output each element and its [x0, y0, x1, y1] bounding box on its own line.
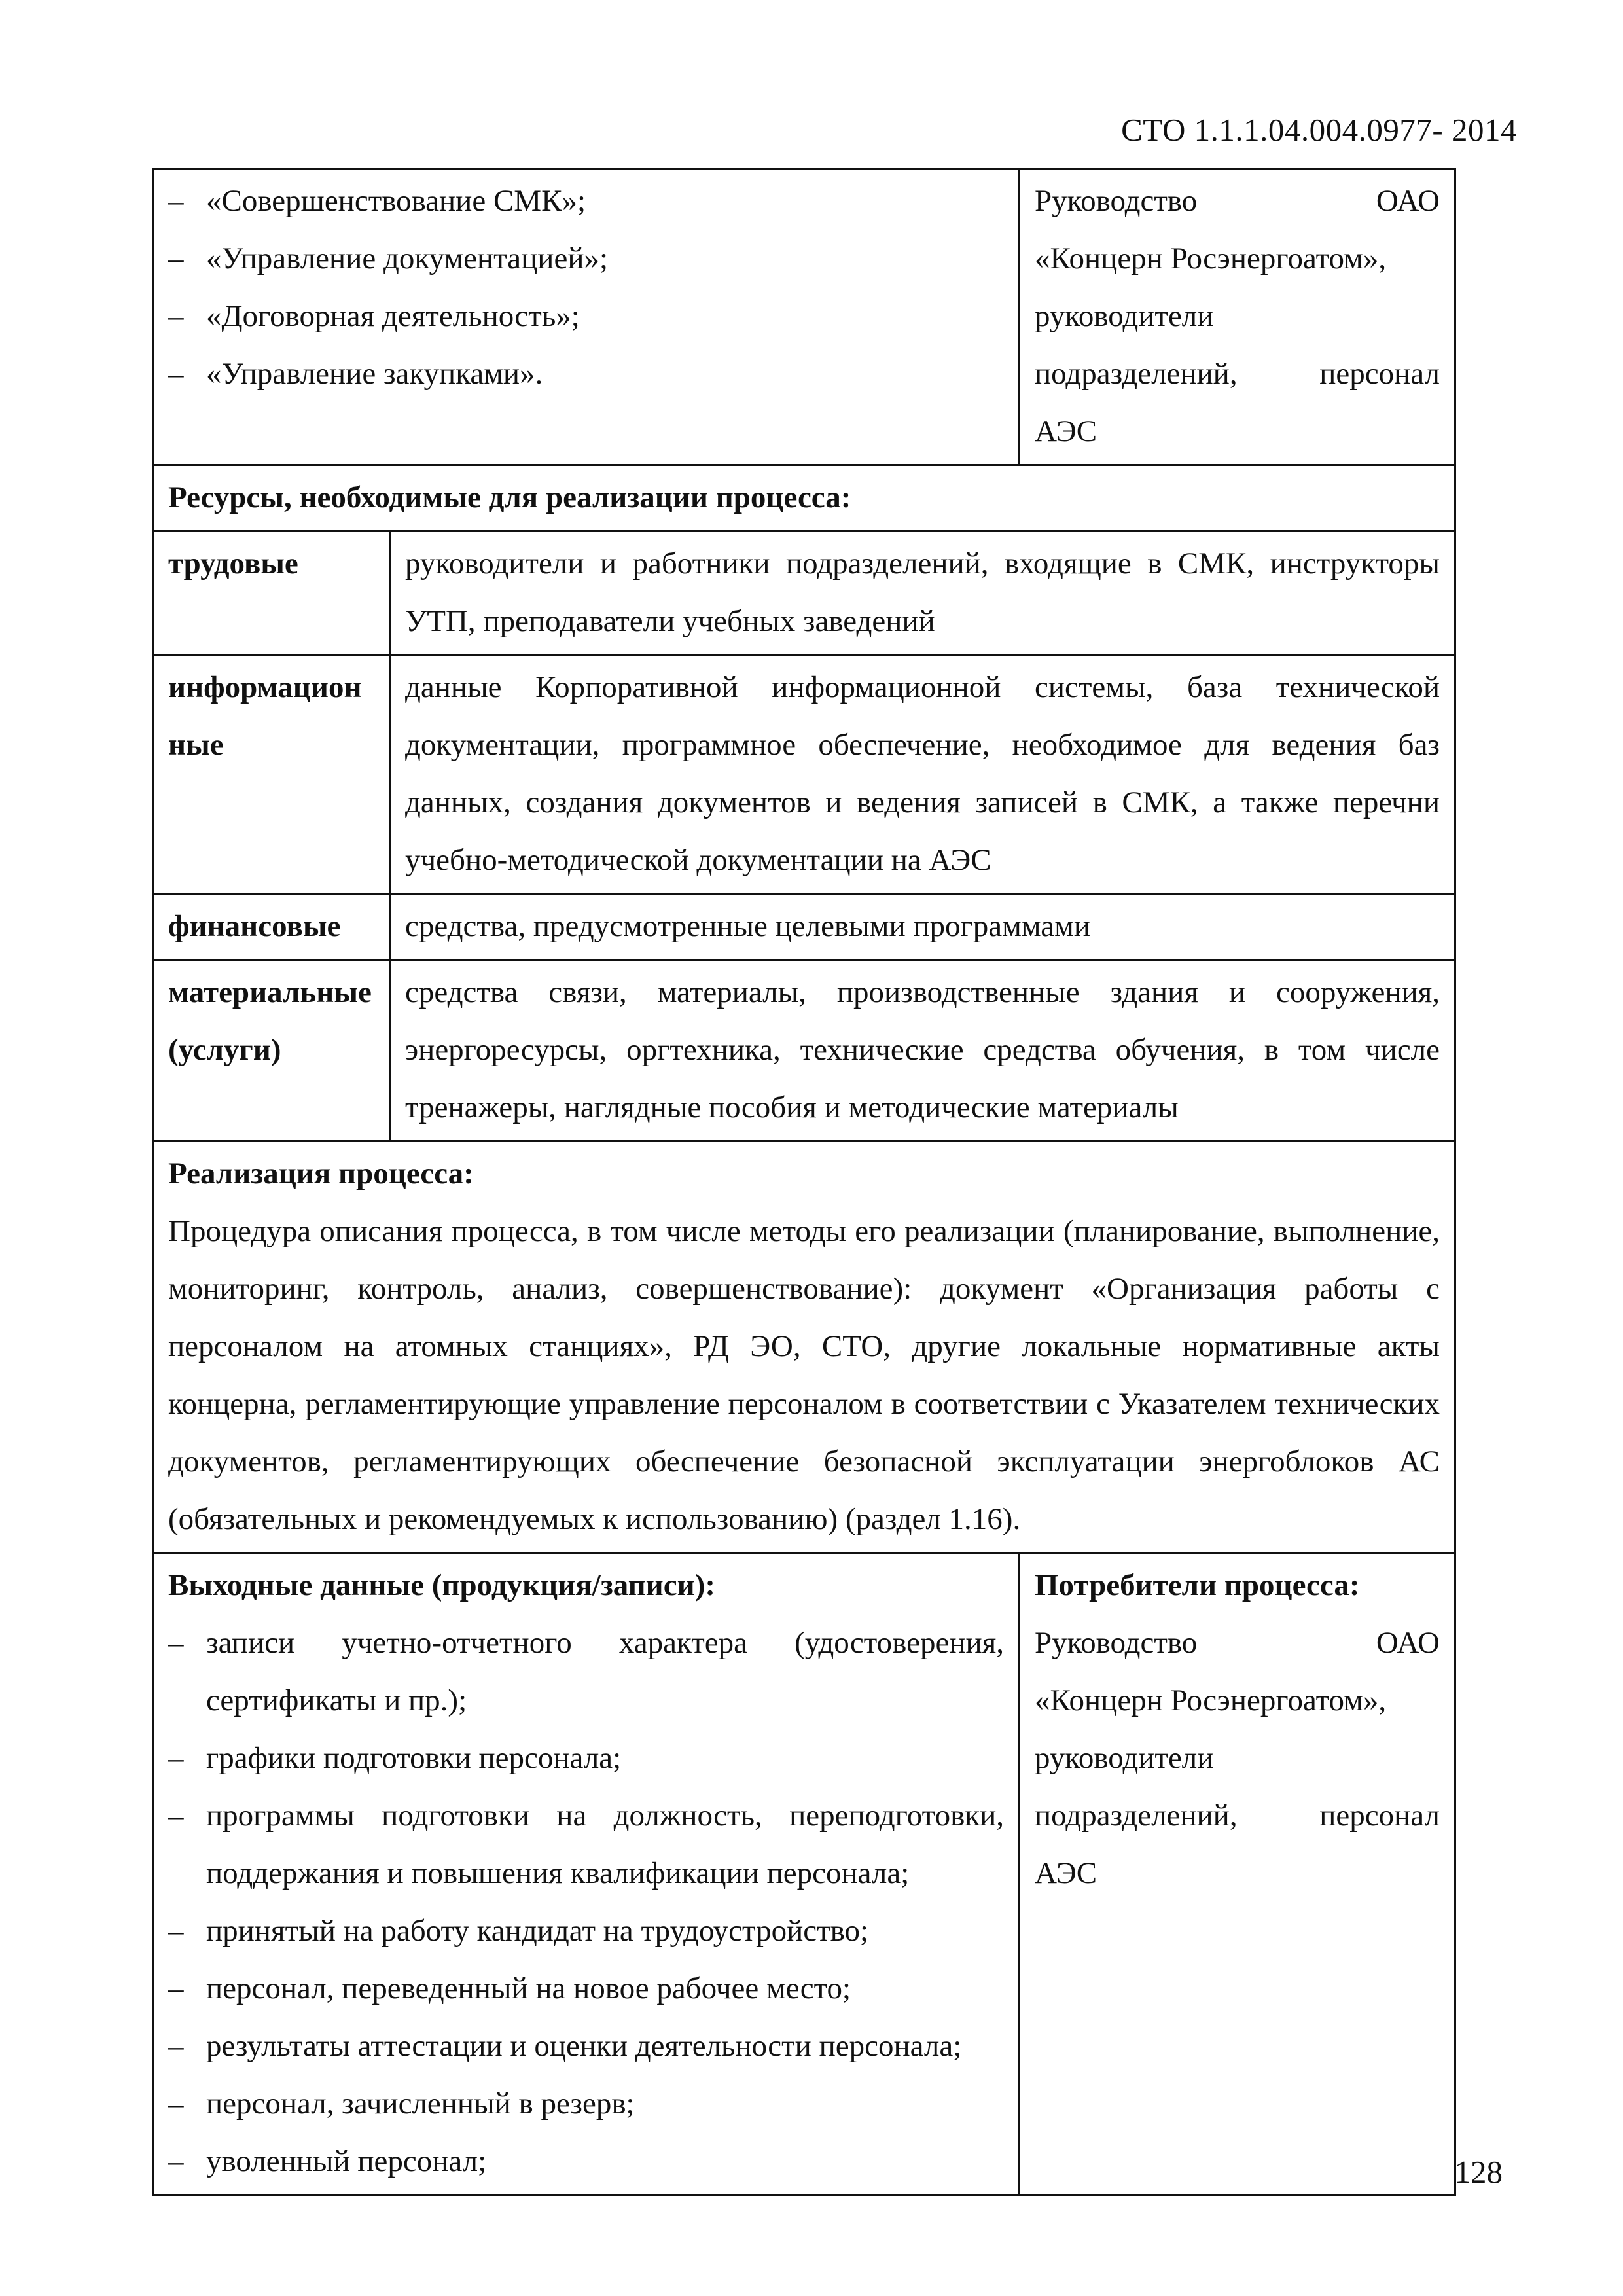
document-code: СТО 1.1.1.04.004.0977- 2014 — [1121, 112, 1517, 148]
resource-label: материальные (услуги) — [153, 960, 390, 1141]
outputs-row — [153, 1553, 1455, 2195]
suppliers-word: персонал — [1319, 357, 1440, 391]
list-item: – результаты аттестации и оценки деятельности персонала; — [168, 2017, 1004, 2075]
consumers-word: подразделений, — [1035, 1799, 1238, 1833]
list-item: – «Управление документацией»; — [168, 230, 1004, 287]
consumers-line — [1035, 1787, 1440, 1844]
list-item: – «Управление закупками». — [168, 345, 1004, 403]
resource-text: средства связи, материалы, производственные здания и сооружения, энергоресурсы, оргтехника, технические средства обучения, в том числе тренажеры, наглядные пособия и методические материалы — [390, 960, 1455, 1141]
suppliers-word: подразделений, — [1035, 357, 1238, 391]
consumers-line: «Концерн Росэнергоатом», — [1035, 1683, 1387, 1717]
resource-text: данные Корпоративной информационной системы, база технической документации, программное обеспечение, необходимое для ведения баз данных, создания документов и ведения записей в СМК, а также перечни учебно-методической документации на АЭС — [390, 655, 1455, 894]
consumers-heading: Потребители процесса: — [1035, 1568, 1360, 1602]
suppliers-line: руководители — [1035, 299, 1214, 333]
consumers-cell — [1020, 1553, 1455, 2195]
suppliers-word: Руководство — [1035, 184, 1198, 218]
consumers-line: руководители — [1035, 1741, 1214, 1775]
inputs-row — [153, 169, 1455, 465]
resource-row — [153, 894, 1455, 960]
list-item: – «Совершенствование СМК»; — [168, 172, 1004, 230]
implementation-heading: Реализация процесса: — [168, 1157, 474, 1191]
resource-text: руководители и работники подразделений, входящие в СМК, инструкторы УТП, преподаватели учебных заведений — [390, 531, 1455, 655]
resource-label: информационные — [153, 655, 390, 894]
list-item: – уволенный персонал; — [168, 2132, 1004, 2190]
suppliers-line: «Концерн Росэнергоатом», — [1035, 242, 1387, 276]
implementation-row — [153, 1141, 1455, 1553]
resource-row — [153, 531, 1455, 655]
list-item: – принятый на работу кандидат на трудоустройство; — [168, 1902, 1004, 1960]
process-table — [152, 168, 1456, 2196]
consumers-word: персонал — [1319, 1799, 1440, 1833]
suppliers-line — [1035, 345, 1440, 403]
list-item: – «Договорная деятельность»; — [168, 287, 1004, 345]
resource-label: финансовые — [153, 894, 390, 960]
suppliers-word: ОАО — [1376, 184, 1440, 218]
list-item: – персонал, переведенный на новое рабочее место; — [168, 1960, 1004, 2017]
consumers-line: АЭС — [1035, 1856, 1097, 1890]
consumers-line — [1035, 1614, 1440, 1672]
resources-heading: Ресурсы, необходимые для реализации процесса: — [153, 465, 1455, 531]
consumers-word: ОАО — [1376, 1626, 1440, 1660]
list-item: – программы подготовки на должность, переподготовки, поддержания и повышения квалификации персонала; — [168, 1787, 1004, 1902]
page-number: 128 — [1454, 2154, 1503, 2190]
outputs-list — [168, 1614, 1004, 2190]
outputs-cell — [153, 1553, 1020, 2195]
list-item: – графики подготовки персонала; — [168, 1729, 1004, 1787]
inputs-cell — [153, 169, 1020, 465]
resource-label: трудовые — [153, 531, 390, 655]
implementation-cell — [153, 1141, 1455, 1553]
resource-row — [153, 960, 1455, 1141]
suppliers-line: АЭС — [1035, 414, 1097, 448]
consumers-word: Руководство — [1035, 1626, 1198, 1660]
list-item: – записи учетно-отчетного характера (удостоверения, сертификаты и пр.); — [168, 1614, 1004, 1729]
suppliers-line — [1035, 172, 1440, 230]
suppliers-cell — [1020, 169, 1455, 465]
outputs-heading: Выходные данные (продукция/записи): — [168, 1568, 715, 1602]
resource-text: средства, предусмотренные целевыми программами — [390, 894, 1455, 960]
inputs-list — [168, 172, 1004, 403]
implementation-text: Процедура описания процесса, в том числе методы его реализации (планирование, выполнение, мониторинг, контроль, анализ, совершенствование): документ «Организация работы с персоналом на атомных станциях», РД ЭО, СТО, другие локальные нормативные акты концерна, регламентирующие управление персоналом в соответствии с Указателем технических документов, регламентирующих обеспечение безопасной эксплуатации энергоблоков АС (обязательных и рекомендуемых к использованию) (раздел 1.16). — [168, 1214, 1440, 1536]
resources-heading-row — [153, 465, 1455, 531]
resource-row — [153, 655, 1455, 894]
list-item: – персонал, зачисленный в резерв; — [168, 2075, 1004, 2132]
